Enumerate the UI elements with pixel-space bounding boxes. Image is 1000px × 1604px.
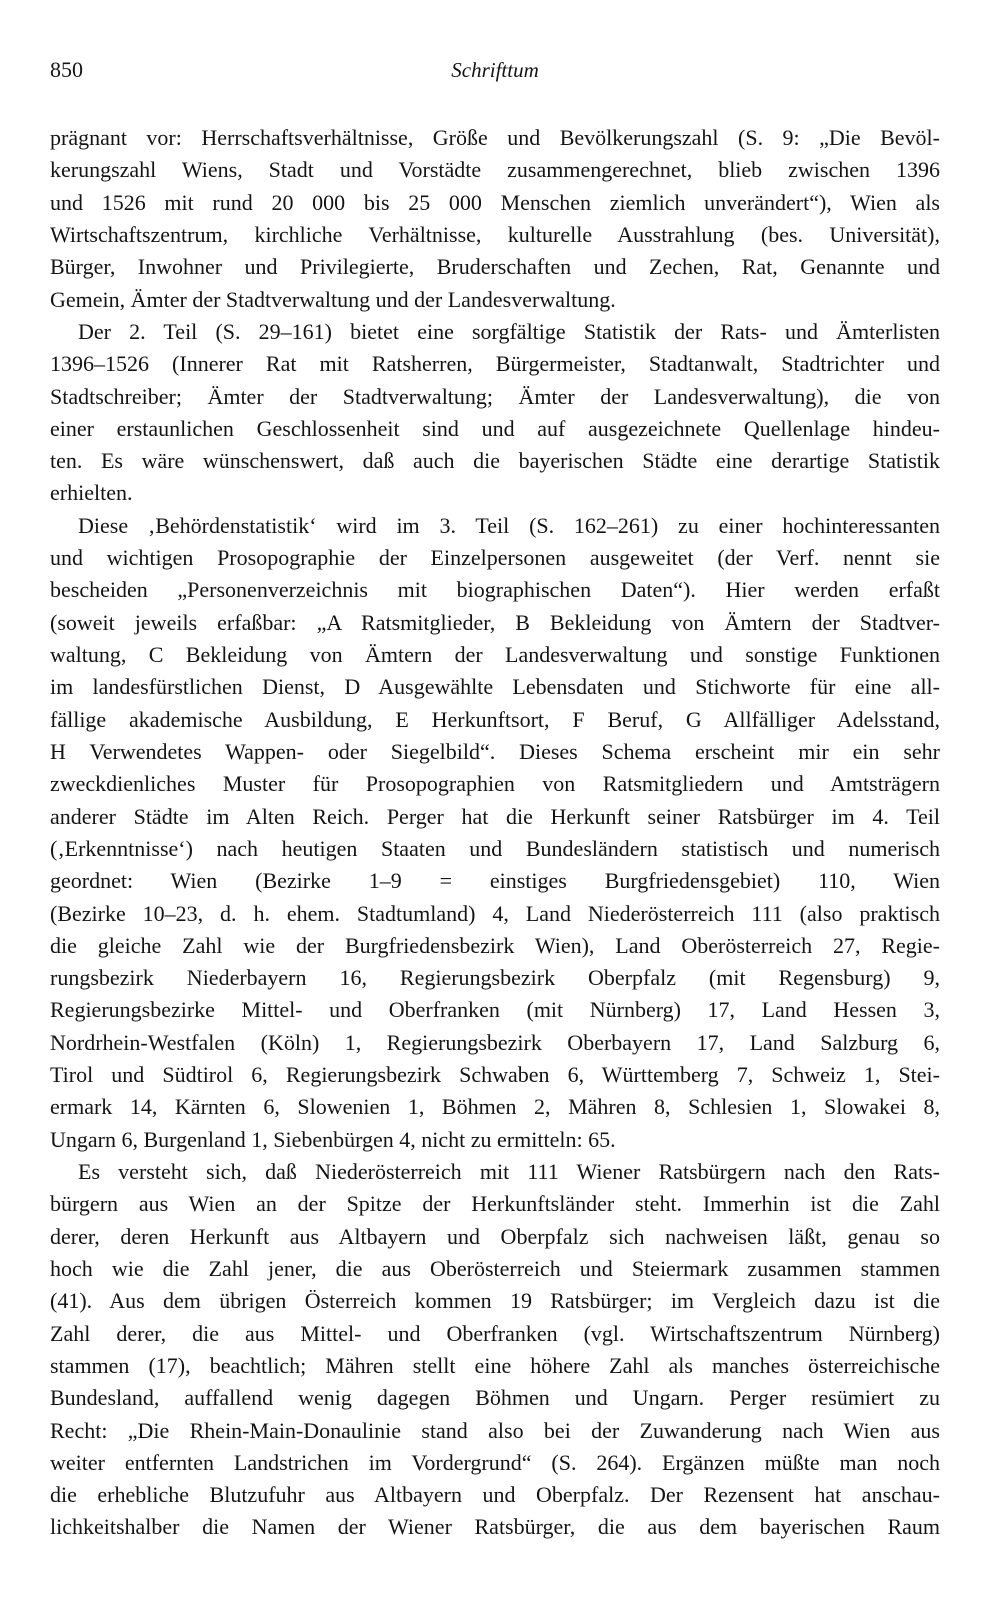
text-line: derer, deren Herkunft aus Altbayern und Oberpfalz sich nachweisen läßt, genau so xyxy=(50,1223,940,1249)
text-line: Stadtschreiber; Ämter der Stadtverwaltung; Ämter der Landesverwaltung), die von xyxy=(50,383,940,409)
text-line: bescheiden „Personenverzeichnis mit biographischen Daten“). Hier werden erfaßt xyxy=(50,577,940,603)
text-line: Regierungsbezirke Mittel- und Oberfranken (mit Nürnberg) 17, Land Hessen 3, xyxy=(50,997,940,1023)
text-line: Ungarn 6, Burgenland 1, Siebenbürgen 4, nicht zu ermitteln: 65. xyxy=(50,1126,616,1152)
text-line: hoch wie die Zahl jener, die aus Oberösterreich und Steiermark zusammen stammen xyxy=(50,1255,940,1281)
text-line: Diese ‚Behördenstatistik‘ wird im 3. Teil (S. 162–261) zu einer hochinteressanten xyxy=(78,512,940,538)
text-line: einer erstaunlichen Geschlossenheit sind und auf ausgezeichnete Quellenlage hindeu- xyxy=(50,415,940,441)
text-line: prägnant vor: Herrschaftsverhältnisse, Größe und Bevölkerungszahl (S. 9: „Die Bevöl- xyxy=(50,125,940,150)
text-line: waltung, C Bekleidung von Ämtern der Landesverwaltung und sonstige Funktionen xyxy=(50,642,940,667)
text-line: Bürger, Inwohner und Privilegierte, Bruderschaften und Zechen, Rat, Genannte und xyxy=(50,254,940,280)
text-line: (soweit jeweils erfaßbar: „A Ratsmitglieder, B Bekleidung von Ämtern der Stadtver- xyxy=(50,609,940,635)
body-text xyxy=(50,122,940,1544)
text-line: erhielten. xyxy=(50,480,133,506)
text-line: Recht: „Die Rhein-Main-Donaulinie stand also bei der Zuwanderung nach Wien aus xyxy=(50,1417,940,1443)
text-line: im landesfürstlichen Dienst, D Ausgewählte Lebensdaten und Stichworte für eine all- xyxy=(50,674,940,700)
running-title: Schrifttum xyxy=(451,58,539,82)
text-line: Bundesland, auffallend wenig dagegen Böhmen und Ungarn. Perger resümiert zu xyxy=(50,1385,940,1411)
text-line: Wirtschaftszentrum, kirchliche Verhältnisse, kulturelle Ausstrahlung (bes. Universität), xyxy=(50,221,940,247)
page-number: 850 xyxy=(50,57,83,82)
text-line: Nordrhein-Westfalen (Köln) 1, Regierungsbezirk Oberbayern 17, Land Salzburg 6, xyxy=(50,1029,940,1055)
text-line: die gleiche Zahl wie der Burgfriedensbezirk Wien), Land Oberösterreich 27, Regie- xyxy=(50,932,940,958)
text-line: (‚Erkenntnisse‘) nach heutigen Staaten und Bundesländern statistisch und numerisch xyxy=(50,835,940,861)
text-line: lichkeitshalber die Namen der Wiener Ratsbürger, die aus dem bayerischen Raum xyxy=(50,1514,940,1540)
text-line: Zahl derer, die aus Mittel- und Oberfranken (vgl. Wirtschaftszentrum Nürnberg) xyxy=(50,1320,940,1346)
text-line: (41). Aus dem übrigen Österreich kommen 19 Ratsbürger; im Vergleich dazu ist die xyxy=(50,1288,940,1314)
text-line: und wichtigen Prosopographie der Einzelpersonen ausgeweitet (der Verf. nennt sie xyxy=(50,545,940,571)
running-head xyxy=(50,52,940,88)
text-line: zweckdienliches Muster für Prosopographien von Ratsmitgliedern und Amtsträgern xyxy=(50,771,940,797)
text-line: Der 2. Teil (S. 29–161) bietet eine sorgfältige Statistik der Rats- und Ämterlisten xyxy=(78,318,940,344)
text-line: weiter entfernten Landstrichen im Vordergrund“ (S. 264). Ergänzen müßte man noch xyxy=(50,1449,940,1475)
text-line: Tirol und Südtirol 6, Regierungsbezirk Schwaben 6, Württemberg 7, Schweiz 1, Stei- xyxy=(50,1062,940,1088)
text-line: (Bezirke 10–23, d. h. ehem. Stadtumland) 4, Land Niederösterreich 111 (also praktisch xyxy=(50,900,940,926)
text-line: bürgern aus Wien an der Spitze der Herkunftsländer steht. Immerhin ist die Zahl xyxy=(50,1191,940,1217)
text-line: kerungszahl Wiens, Stadt und Vorstädte zusammengerechnet, blieb zwischen 1396 xyxy=(50,157,940,183)
text-line: und 1526 mit rund 20 000 bis 25 000 Menschen ziemlich unverändert“), Wien als xyxy=(50,189,940,215)
text-line: H Verwendetes Wappen- oder Siegelbild“. Dieses Schema erscheint mir ein sehr xyxy=(50,738,940,764)
text-line: stammen (17), beachtlich; Mähren stellt eine höhere Zahl als manches österreichische xyxy=(50,1352,940,1378)
text-line: ten. Es wäre wünschenswert, daß auch die bayerischen Städte eine derartige Statistik xyxy=(50,448,940,474)
text-line: geordnet: Wien (Bezirke 1–9 = einstiges Burgfriedensgebiet) 110, Wien xyxy=(50,868,940,894)
text-line: ermark 14, Kärnten 6, Slowenien 1, Böhmen 2, Mähren 8, Schlesien 1, Slowakei 8, xyxy=(50,1094,940,1120)
text-line: Gemein, Ämter der Stadtverwaltung und der Landesverwaltung. xyxy=(50,286,616,312)
text-line: Es versteht sich, daß Niederösterreich mit 111 Wiener Ratsbürgern nach den Rats- xyxy=(78,1159,940,1184)
text-line: fällige akademische Ausbildung, E Herkunftsort, F Beruf, G Allfälliger Adelsstand, xyxy=(50,706,940,732)
text-line: die erhebliche Blutzufuhr aus Altbayern und Oberpfalz. Der Rezensent hat anschau- xyxy=(50,1482,940,1508)
text-line: rungsbezirk Niederbayern 16, Regierungsbezirk Oberpfalz (mit Regensburg) 9, xyxy=(50,965,940,991)
text-line: 1396–1526 (Innerer Rat mit Ratsherren, Bürgermeister, Stadtanwalt, Stadtrichter und xyxy=(50,351,940,377)
text-line: anderer Städte im Alten Reich. Perger hat die Herkunft seiner Ratsbürger im 4. Teil xyxy=(50,803,940,829)
